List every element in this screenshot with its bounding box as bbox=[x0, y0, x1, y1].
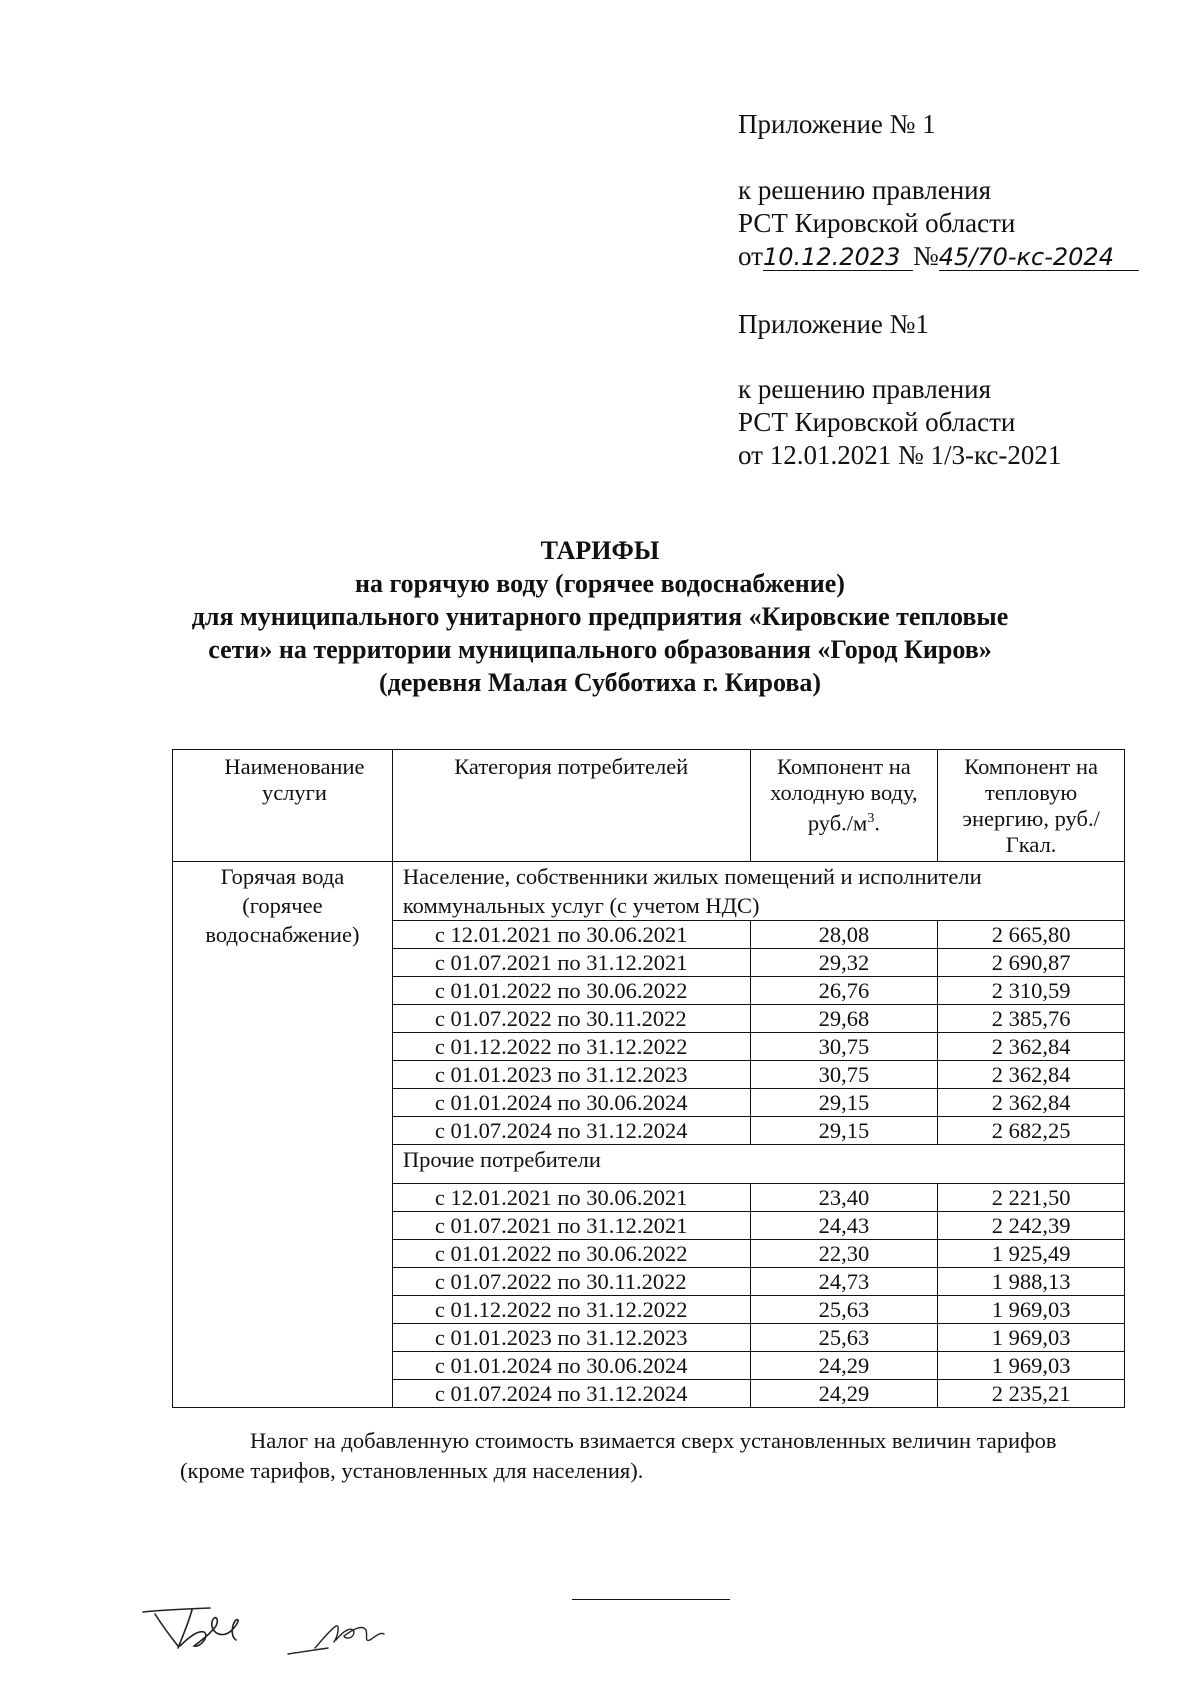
cold-value-cell: 26,76 bbox=[750, 977, 938, 1005]
authority-line: РСТ Кировской области bbox=[738, 208, 1016, 238]
cold-value-cell: 22,30 bbox=[750, 1240, 938, 1268]
table-body bbox=[173, 862, 1125, 1408]
period-cell: с 01.01.2022 по 30.06.2022 bbox=[392, 977, 750, 1005]
period-cell: с 12.01.2021 по 30.06.2021 bbox=[392, 921, 750, 949]
cold-value-cell: 24,29 bbox=[750, 1380, 938, 1408]
group1-label-row bbox=[173, 862, 1125, 921]
service-name-cell: Горячая вода (горячее водоснабжение) bbox=[173, 862, 393, 1408]
date-number-line bbox=[738, 240, 1139, 273]
cold-value-cell: 30,75 bbox=[750, 1061, 938, 1089]
period-cell: с 01.12.2022 по 31.12.2022 bbox=[392, 1033, 750, 1061]
cold-value-cell: 29,15 bbox=[750, 1117, 938, 1145]
cold-value-cell: 25,63 bbox=[750, 1296, 938, 1324]
vat-note: Налог на добавленную стоимость взимается сверх установленных величин тарифов (кроме тарифов, установленных для населения). bbox=[180, 1428, 1057, 1483]
header-service: Наименование услуги bbox=[173, 750, 393, 862]
cold-value-cell: 29,68 bbox=[750, 1005, 938, 1033]
handwritten-date: 10.12.2023 bbox=[763, 244, 913, 271]
period-cell: с 01.01.2024 по 30.06.2024 bbox=[392, 1089, 750, 1117]
period-cell: с 01.07.2021 по 31.12.2021 bbox=[392, 949, 750, 977]
header-heat-component: Компонент на тепловую энергию, руб./Гкал. bbox=[938, 750, 1125, 862]
heat-value-cell: 2 362,84 bbox=[938, 1033, 1125, 1061]
title-line-3: для муниципального унитарного предприятия «Кировские тепловые bbox=[191, 602, 1009, 631]
heat-value-cell: 2 235,21 bbox=[938, 1380, 1125, 1408]
cold-value-cell: 24,43 bbox=[750, 1212, 938, 1240]
decision-line-2: к решению правления bbox=[738, 374, 992, 404]
heat-value-cell: 1 969,03 bbox=[938, 1324, 1125, 1352]
period-cell: с 01.07.2024 по 31.12.2024 bbox=[392, 1380, 750, 1408]
heat-value-cell: 2 362,84 bbox=[938, 1061, 1125, 1089]
header-cold-component bbox=[750, 750, 938, 862]
heat-value-cell: 2 682,25 bbox=[938, 1117, 1125, 1145]
signature-1-icon bbox=[143, 1608, 238, 1648]
authority-line-2: РСТ Кировской области bbox=[738, 407, 1016, 437]
handwritten-number: 45/70-кс-2024 bbox=[939, 244, 1139, 271]
heat-value-cell: 2 385,76 bbox=[938, 1005, 1125, 1033]
heat-value-cell: 1 969,03 bbox=[938, 1352, 1125, 1380]
heat-value-cell: 2 242,39 bbox=[938, 1212, 1125, 1240]
signatures bbox=[140, 1590, 460, 1670]
group2-label: Прочие потребители bbox=[392, 1145, 1124, 1184]
heat-value-cell: 1 969,03 bbox=[938, 1296, 1125, 1324]
date-number-line-2: от 12.01.2021 № 1/3-кс-2021 bbox=[738, 440, 1062, 470]
heat-value-cell: 1 988,13 bbox=[938, 1268, 1125, 1296]
number-label: № bbox=[912, 241, 939, 271]
title-line-1: ТАРИФЫ bbox=[540, 536, 660, 565]
appendix-block-1 bbox=[738, 108, 1139, 273]
tariff-table bbox=[172, 749, 1125, 1408]
heat-value-cell: 2 362,84 bbox=[938, 1089, 1125, 1117]
table-header-row bbox=[173, 750, 1125, 862]
header-cold-dot: . bbox=[874, 810, 880, 836]
period-cell: с 12.01.2021 по 30.06.2021 bbox=[392, 1184, 750, 1212]
appendix-block-2 bbox=[738, 308, 1061, 472]
period-cell: с 01.01.2024 по 30.06.2024 bbox=[392, 1352, 750, 1380]
cold-value-cell: 30,75 bbox=[750, 1033, 938, 1061]
signature-2-icon bbox=[288, 1626, 384, 1654]
period-cell: с 01.07.2022 по 30.11.2022 bbox=[392, 1268, 750, 1296]
heat-value-cell: 2 690,87 bbox=[938, 949, 1125, 977]
header-cold-unit: руб./м bbox=[807, 810, 868, 836]
heat-value-cell: 2 665,80 bbox=[938, 921, 1125, 949]
header-category: Категория потребителей bbox=[392, 750, 750, 862]
heat-value-cell: 1 925,49 bbox=[938, 1240, 1125, 1268]
header-cold-sup: 3 bbox=[867, 811, 875, 826]
cold-value-cell: 24,29 bbox=[750, 1352, 938, 1380]
group1-label: Население, собственники жилых помещений и исполнители коммунальных услуг (с учетом НДС) bbox=[392, 862, 1124, 921]
cold-value-cell: 28,08 bbox=[750, 921, 938, 949]
header-cold-text: Компонент на холодную воду, bbox=[770, 754, 918, 805]
from-label: от bbox=[738, 241, 763, 271]
cold-value-cell: 24,73 bbox=[750, 1268, 938, 1296]
period-cell: с 01.12.2022 по 31.12.2022 bbox=[392, 1296, 750, 1324]
appendix-title-2: Приложение №1 bbox=[738, 309, 929, 339]
period-cell: с 01.01.2023 по 31.12.2023 bbox=[392, 1324, 750, 1352]
appendix-title: Приложение № 1 bbox=[738, 109, 936, 139]
cold-value-cell: 29,15 bbox=[750, 1089, 938, 1117]
title-line-2: на горячую воду (горячее водоснабжение) bbox=[355, 569, 845, 598]
period-cell: с 01.07.2024 по 31.12.2024 bbox=[392, 1117, 750, 1145]
period-cell: с 01.01.2023 по 31.12.2023 bbox=[392, 1061, 750, 1089]
period-cell: с 01.07.2021 по 31.12.2021 bbox=[392, 1212, 750, 1240]
heat-value-cell: 2 221,50 bbox=[938, 1184, 1125, 1212]
cold-value-cell: 29,32 bbox=[750, 949, 938, 977]
heat-value-cell: 2 310,59 bbox=[938, 977, 1125, 1005]
document-title bbox=[150, 534, 1050, 699]
title-line-5: (деревня Малая Субботиха г. Кирова) bbox=[378, 668, 822, 697]
period-cell: с 01.01.2022 по 30.06.2022 bbox=[392, 1240, 750, 1268]
title-line-4: сети» на территории муниципального образования «Город Киров» bbox=[208, 635, 992, 664]
cold-value-cell: 25,63 bbox=[750, 1324, 938, 1352]
separator-line bbox=[572, 1599, 730, 1600]
decision-line: к решению правления bbox=[738, 175, 992, 205]
period-cell: с 01.07.2022 по 30.11.2022 bbox=[392, 1005, 750, 1033]
cold-value-cell: 23,40 bbox=[750, 1184, 938, 1212]
